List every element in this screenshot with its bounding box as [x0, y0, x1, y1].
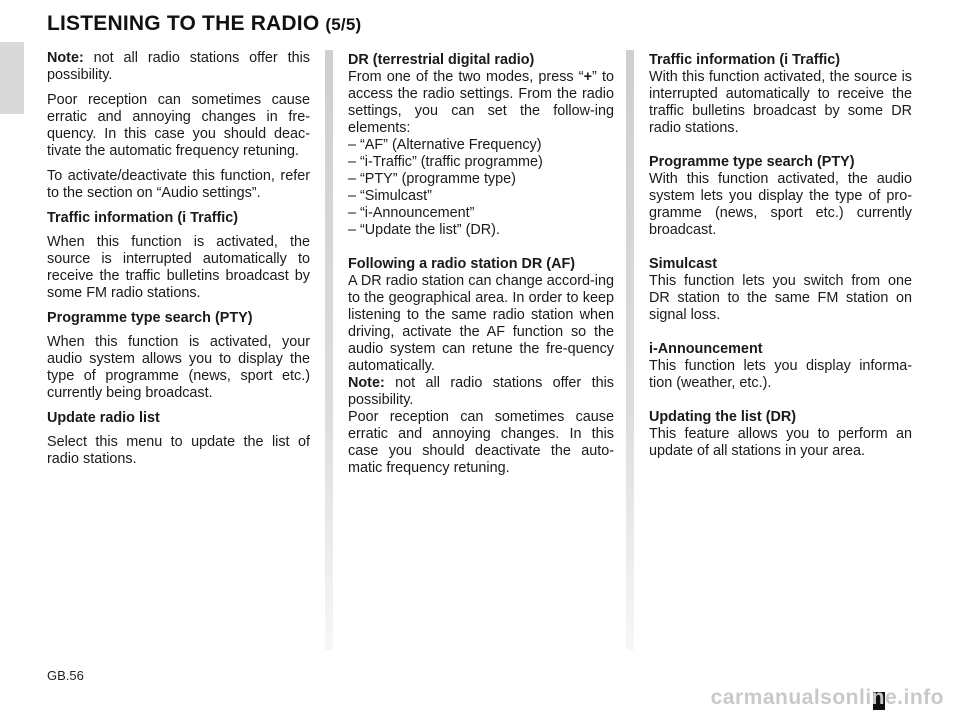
note-paragraph [47, 50, 310, 84]
list-item: – “AF” (Alternative Frequency) [348, 137, 542, 153]
list-item: – “i-Announcement” [348, 205, 475, 221]
column-1 [47, 50, 310, 476]
section-heading: Traffic information (i Traffic) [649, 52, 841, 68]
section-heading: Programme type search (PTY) [47, 310, 253, 326]
list-item: – “Update the list” (DR). [348, 222, 500, 238]
page-title-part: (5/5) [325, 15, 362, 34]
paragraph: With this function activated, the audio system lets you display the type of pro-gramme (news, sport etc.) currently broadcast. [649, 171, 912, 238]
paragraph: Poor reception can sometimes cause erratic and annoying changes. In this case you should deactivate the auto-matic frequency retuning. [348, 409, 614, 476]
paragraph: This function lets you display informa-tion (weather, etc.). [649, 358, 912, 391]
page-title [47, 12, 361, 36]
note-label: Note: [348, 375, 385, 391]
list-item: – “PTY” (programme type) [348, 171, 516, 187]
paragraph: This function lets you switch from one DR station to the same FM station on signal loss. [649, 273, 912, 323]
paragraph: When this function is activated, your audio system allows you to display the type of programme (news, sport etc.) currently being broadcast. [47, 334, 310, 401]
paragraph [348, 69, 614, 137]
paragraph: When this function is activated, the source is interrupted automatically to receive the traffic bulletins broadcast by some FM radio stations. [47, 234, 310, 301]
list-item: – “Simulcast” [348, 188, 432, 204]
section-heading: Programme type search (PTY) [649, 154, 855, 170]
settings-list [348, 137, 614, 239]
plus-symbol: + [583, 69, 592, 85]
paragraph: This feature allows you to perform an update of all stations in your area. [649, 426, 912, 459]
column-divider [626, 50, 634, 650]
paragraph-text: ” to access the radio settings. From the radio settings, you can set the follow-ing elements: [348, 69, 614, 136]
section-heading: Traffic information (i Traffic) [47, 210, 239, 226]
section-heading: i-Announcement [649, 341, 763, 357]
section-heading: Update radio list [47, 410, 160, 426]
note-paragraph [348, 375, 614, 409]
paragraph: With this function activated, the source is interrupted automatically to receive the traffic bulletins broadcast by some DR radio stations. [649, 69, 912, 136]
list-item: – “i-Traffic” (traffic programme) [348, 154, 543, 170]
column-2 [348, 52, 614, 477]
column-divider [325, 50, 333, 650]
column-3 [649, 52, 912, 460]
paragraph: A DR radio station can change accord-ing to the geographical area. In order to keep listening to the same radio station when driving, activate the AF function so the audio system can retune the fre-quency automatically. [348, 273, 614, 374]
section-tab [0, 42, 24, 114]
paragraph: Select this menu to update the list of radio stations. [47, 434, 310, 467]
page-number: GB.56 [47, 668, 84, 683]
section-heading: Simulcast [649, 256, 717, 272]
paragraph-text: From one of the two modes, press “ [348, 69, 584, 85]
note-label: Note: [47, 50, 84, 66]
note-text: not all radio stations offer this possibility. [47, 50, 310, 83]
section-heading: DR (terrestrial digital radio) [348, 52, 535, 68]
section-heading: Updating the list (DR) [649, 409, 797, 425]
paragraph: To activate/deactivate this function, refer to the section on “Audio settings”. [47, 168, 310, 201]
paragraph: Poor reception can sometimes cause erratic and annoying changes in fre-quency. In this case you should deac-tivate the automatic frequency retuning. [47, 92, 310, 159]
note-text: not all radio stations offer this possibility. [348, 375, 614, 408]
section-heading: Following a radio station DR (AF) [348, 256, 576, 272]
page-title-text: LISTENING TO THE RADIO [47, 12, 320, 35]
watermark-link[interactable]: carmanualsonline.info [710, 686, 944, 709]
